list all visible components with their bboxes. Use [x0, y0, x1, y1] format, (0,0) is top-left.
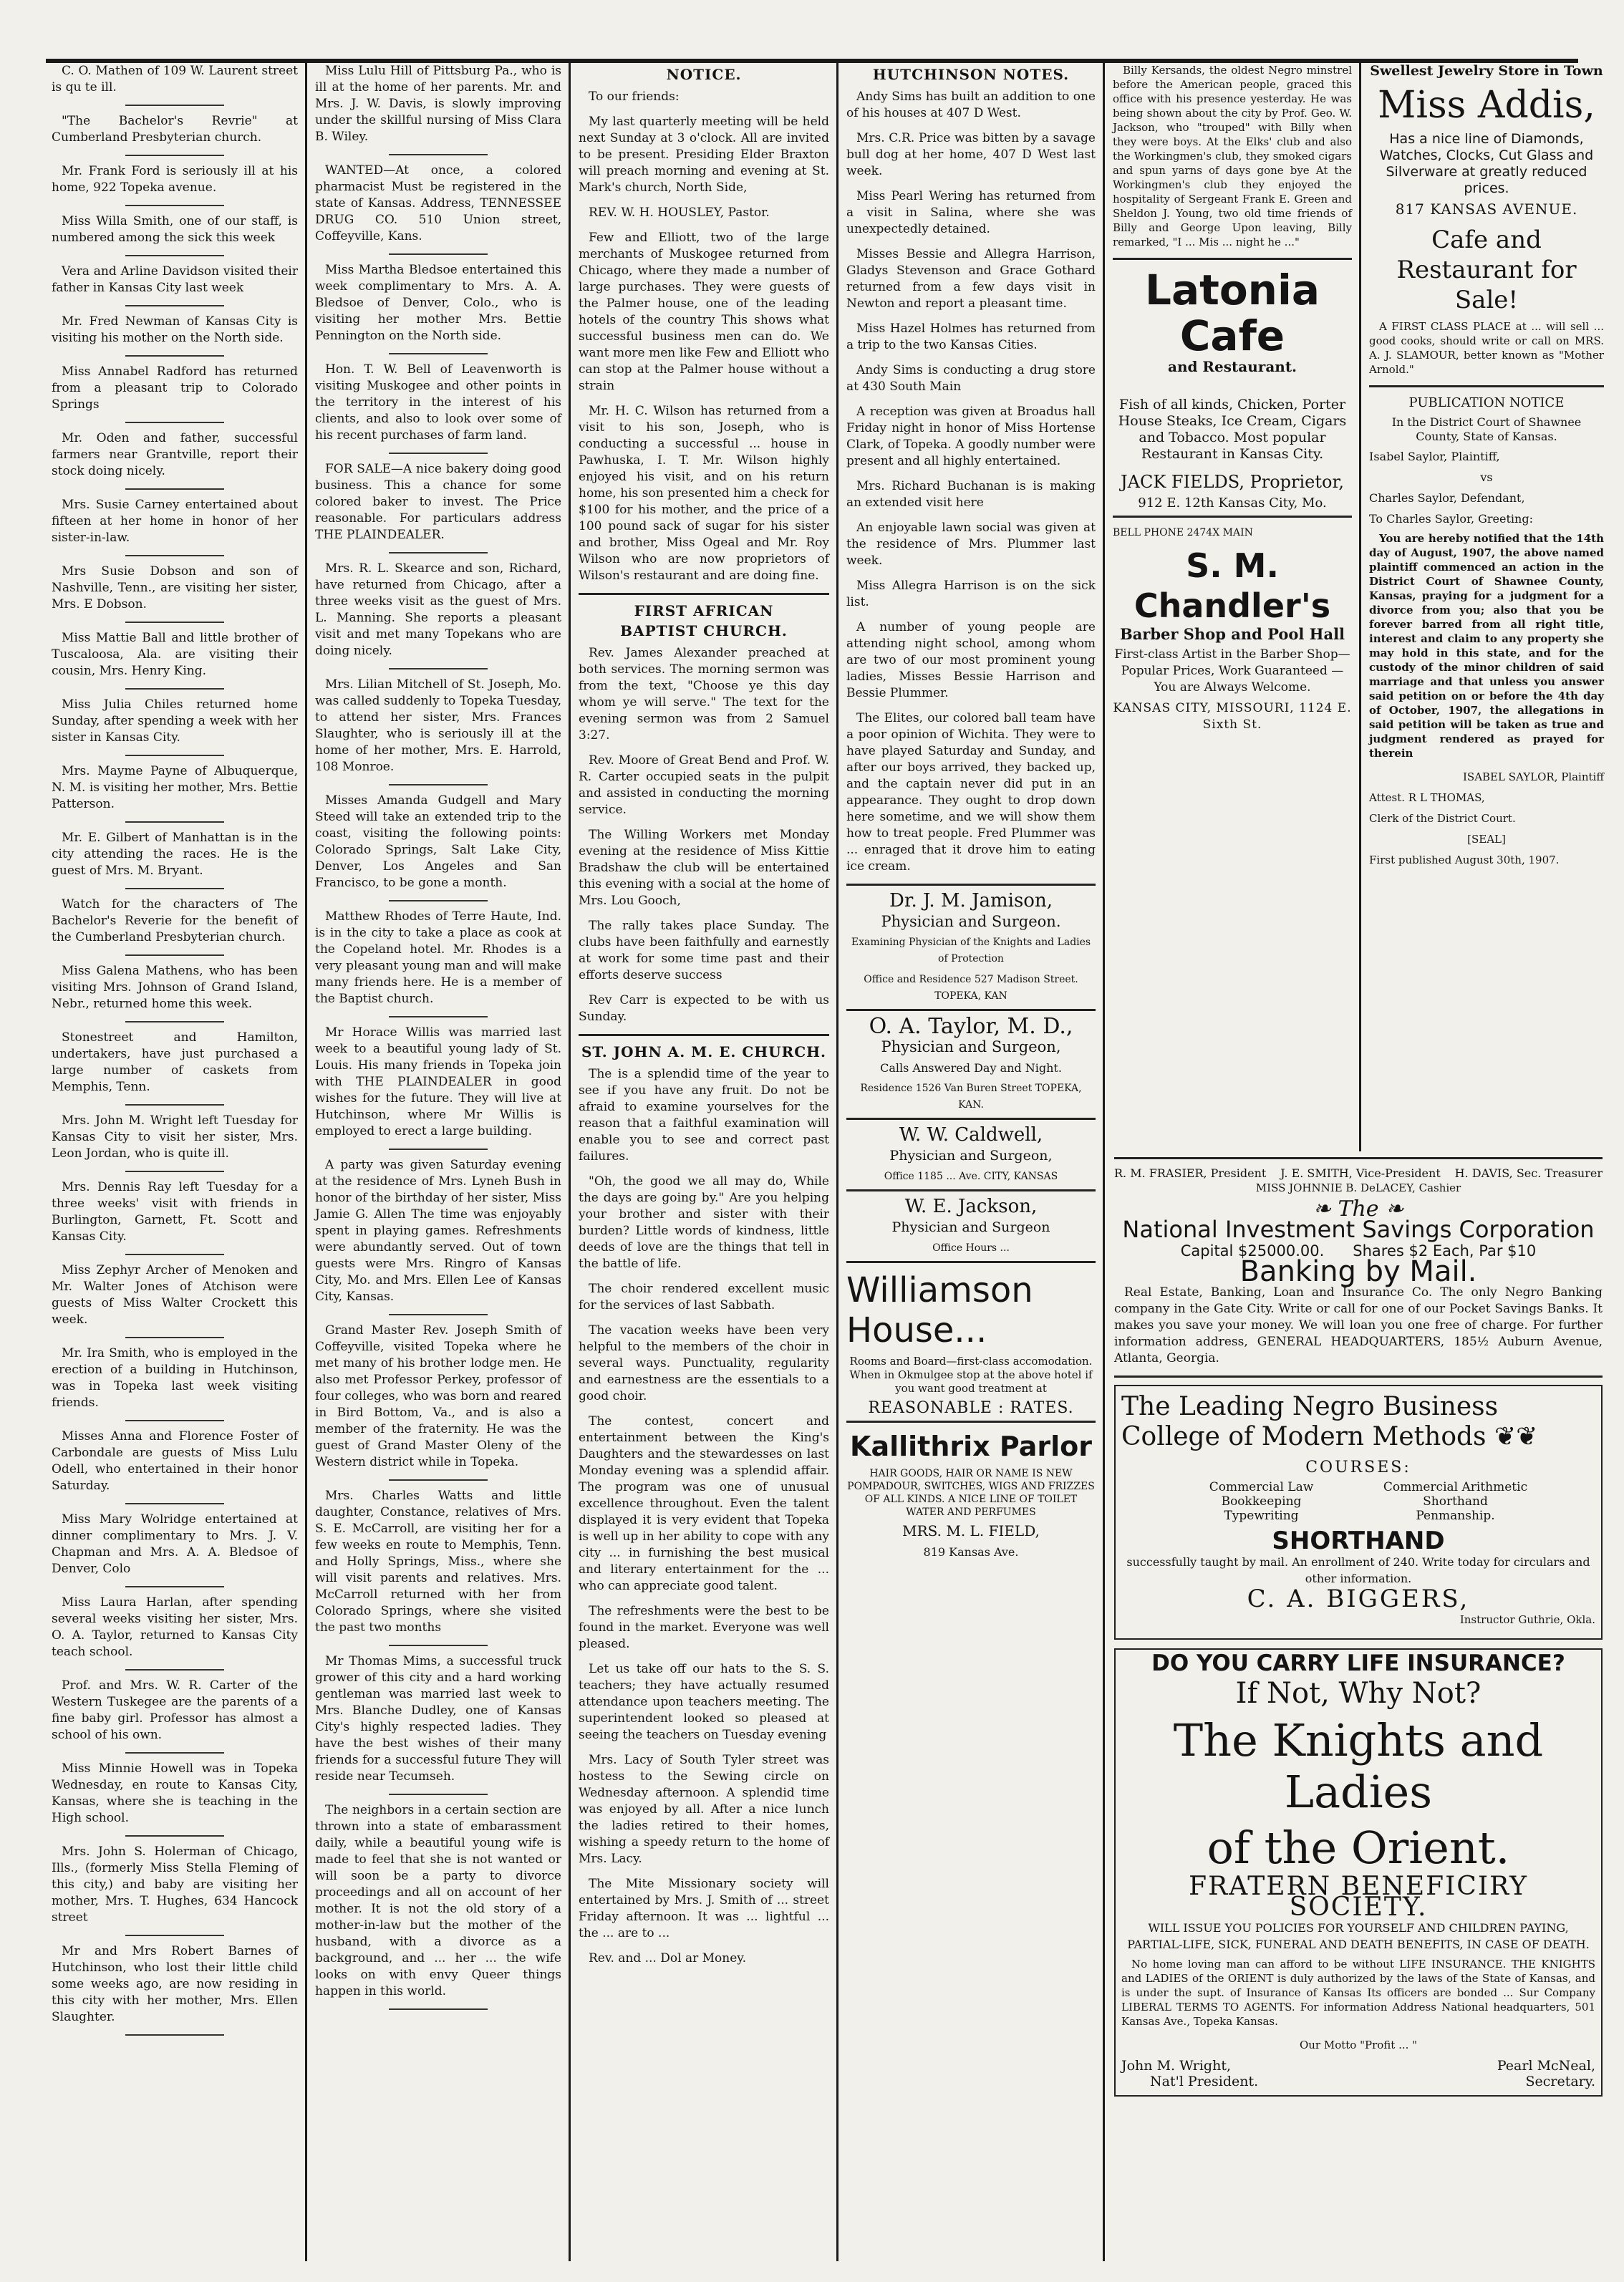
news-item: Mr. Ira Smith, who is employed in the erection of a building in Hutchinson, was in Topeka last week visiting friends.: [52, 1346, 298, 1410]
item-divider: [125, 821, 224, 823]
ad-jamison-note: Examining Physician of the Knights and Ladies of Protection: [851, 937, 1091, 964]
news-item: "The Bachelor's Revrie" at Cumberland Presbyterian church.: [52, 114, 298, 145]
ad-addis-name: Miss Addis,: [1378, 84, 1595, 127]
baptist-heading-2: BAPTIST CHURCH.: [620, 622, 788, 639]
pub-notice-defendant: Charles Saylor, Defendant,: [1369, 491, 1525, 505]
college-biggers: C. A. BIGGERS,: [1247, 1585, 1470, 1613]
baptist-paragraph: The rally takes place Sunday. The clubs have been faithfully and earnestly at work for some time past and their efforts deserve success: [579, 919, 829, 982]
item-divider: [125, 1171, 224, 1172]
item-divider: [389, 353, 488, 354]
column-rule: [569, 63, 571, 2261]
hutchinson-paragraph: A number of young people are attending night school, among whom are two of our most prominent young ladies, Misses Bessie Harrison and Bessie Plummer.: [846, 620, 1096, 700]
banking-by-mail: Banking by Mail.: [1239, 1255, 1477, 1288]
pub-notice-greeting: To Charles Saylor, Greeting:: [1369, 512, 1533, 526]
item-divider: [389, 453, 488, 454]
column-rule: [305, 63, 307, 2261]
notice-paragraph: My last quarterly meeting will be held next Sunday at 3 o'clock. All are invited to be present. Presiding Elder Braxton will preach morning and evening at St. Mark's church, North Side,: [579, 115, 829, 195]
news-item: Mrs. Susie Carney entertained about fifteen at her home in honor of her sister-in-law.: [52, 498, 298, 545]
news-item: Prof. and Mrs. W. R. Carter of the Western Tuskegee are the parents of a fine baby girl. Professor has almost a school of his own.: [52, 1678, 298, 1742]
item-divider: [389, 253, 488, 255]
news-item: Miss Willa Smith, one of our staff, is numbered among the sick this week: [52, 214, 298, 245]
item-divider: [389, 154, 488, 155]
stjohn-body: [579, 1066, 829, 1967]
news-item: C. O. Mathen of 109 W. Laurent street is qu te ill.: [52, 64, 298, 95]
stjohn-paragraph: Let us take off our hats to the S. S. teachers; they have actually resumed attendance upon teachers meeting. The superintendent looked so pleased at seeing the teachers on Tuesday evening: [579, 1662, 829, 1742]
item-divider: [125, 1669, 224, 1671]
news-item: Mr. Frank Ford is seriously ill at his home, 922 Topeka avenue.: [52, 164, 298, 195]
news-item: WANTED—At once, a colored pharmacist Must be registered in the state of Kansas. Address, TENNESSEE DRUG CO. 510 Union street, Coffeyville, Kans.: [315, 163, 561, 243]
news-item: Miss Mattie Ball and little brother of Tuscaloosa, Ala. are visiting their cousin, Mrs. Henry King.: [52, 631, 298, 678]
hutchinson-paragraph: Miss Hazel Holmes has returned from a trip to the two Kansas Cities.: [846, 321, 1096, 352]
pub-notice-plaintiff: Isabel Saylor, Plaintiff,: [1369, 450, 1500, 463]
insurance-question-2: If Not, Why Not?: [1235, 1677, 1482, 1710]
bank-cashier: MISS JOHNNIE B. DeLACEY, Cashier: [1255, 1181, 1461, 1194]
ad-cafe-body: A FIRST CLASS PLACE at ... will sell ... good cooks, should write or call on MRS. A. J. SLAMOUR, better known as "Mother Arnold.": [1369, 320, 1604, 376]
item-divider: [389, 1794, 488, 1795]
item-divider: [389, 1645, 488, 1646]
news-item: Mrs. John S. Holerman of Chicago, Ills., (formerly Miss Stella Fleming of this city,) and baby are visiting her mother, Mrs. T. Hughes, 634 Hancock street: [52, 1845, 298, 1925]
pub-notice-sign-1: ISABEL SAYLOR, Plaintiff: [1463, 770, 1604, 783]
hutchinson-paragraph: Misses Bessie and Allegra Harrison, Gladys Stevenson and Grace Gothard returned from a few days visit in Newton and report a pleasant time.: [846, 247, 1096, 311]
stjohn-heading: ST. JOHN A. M. E. CHURCH.: [581, 1043, 827, 1060]
news-item: Vera and Arline Davidson visited their father in Kansas City last week: [52, 264, 298, 295]
notice-paragraph: To our friends:: [589, 90, 680, 104]
college-shorthand-body: successfully taught by mail. An enrollment of 240. Write today for circulars and other information.: [1126, 1555, 1590, 1585]
bank-officers: [1114, 1166, 1603, 1180]
news-item: Mrs. Lilian Mitchell of St. Joseph, Mo. was called suddenly to Topeka Tuesday, to attend her sister, Mrs. Frances Slaughter, who is seriously ill at the home of her mother, Mrs. E. Harrold, 108 Monroe.: [315, 677, 561, 774]
course-item: Commercial Arithmetic: [1383, 1480, 1528, 1494]
ad-chandler-phone: BELL PHONE 2474X MAIN: [1113, 527, 1253, 538]
item-divider: [389, 552, 488, 553]
hutchinson-heading: HUTCHINSON NOTES.: [872, 66, 1070, 83]
column-church-news: [573, 63, 835, 2261]
news-item: Mrs Susie Dobson and son of Nashville, Tenn., are visiting her sister, Mrs. E Dobson.: [52, 564, 298, 611]
stjohn-paragraph: The choir rendered excellent music for the services of last Sabbath.: [579, 1282, 829, 1312]
college-courses-heading: COURSES:: [1305, 1459, 1411, 1476]
item-divider: [125, 1503, 224, 1504]
stjohn-paragraph: The vacation weeks have been very helpful to the members of the choir in several ways. Punctuality, regularity and earnestness are the essentials to a good choir.: [579, 1323, 829, 1403]
ad-kallithrix-body: HAIR GOODS, HAIR OR NAME IS NEW POMPADOUR, SWITCHES, WIGS AND FRIZZES OF ALL KINDS. A NICE LINE OF TOILET WATER AND PERFUMES: [847, 1468, 1095, 1518]
notice-body: [579, 89, 829, 584]
bank-the: ❧ The ❧: [1313, 1196, 1404, 1222]
ad-jamison-address: Office and Residence 527 Madison Street. TOPEKA, KAN: [864, 974, 1078, 1002]
knights-fraternal: FRATERN BENEFICIRY: [1189, 1872, 1528, 1901]
pub-notice-first-published: First published August 30th, 1907.: [1369, 854, 1560, 866]
news-item: Miss Zephyr Archer of Menoken and Mr. Walter Jones of Atchison were guests of Miss Walter Crockett this week.: [52, 1263, 298, 1327]
insurance-question: DO YOU CARRY LIFE INSURANCE?: [1151, 1650, 1565, 1676]
ad-caldwell-title: Physician and Surgeon,: [889, 1148, 1053, 1164]
item-divider: [125, 755, 224, 756]
college-line-2: College of Modern Methods ❦❦: [1121, 1422, 1538, 1451]
ad-latonia-sub: and Restaurant.: [1167, 358, 1297, 375]
knights-society: SOCIETY.: [1289, 1892, 1428, 1922]
hutchinson-paragraph: Andy Sims has built an addition to one of his houses at 407 D West.: [846, 90, 1096, 120]
item-divider: [125, 1420, 224, 1421]
news-item: Mrs. R. L. Skearce and son, Richard, have returned from Chicago, after a three weeks visit as the guest of Mrs. L. Manning. She reports a pleasant visit and met many Topekans who are doing nicely.: [315, 561, 561, 658]
knights-title-2: of the Orient.: [1207, 1822, 1510, 1874]
ad-jackson: [846, 1196, 1096, 1257]
pub-notice-vs: vs: [1480, 470, 1493, 484]
ad-jamison-title: Physician and Surgeon.: [881, 913, 1061, 930]
kersands-article: Billy Kersands, the oldest Negro minstrel before the American people, graced this office with his presence yesterday. He was being shown about the city by Prof. Geo. W. Jackson, who "trouped" with Billy when they were boys. At the Elks' club and also the Workingmen's club, they smoked cigars and spun yarns of days gone bye At the Workingmen's club they enjoyed the hospitality of Sergeant Frank E. Green and Sheldon J. Young, two old time friends of Billy and George Upon leaving, Billy remarked, "I ... Mis ... night he ...": [1113, 64, 1352, 248]
news-item: Miss Martha Bledsoe entertained this week complimentary to Mrs. A. A. Bledsoe of Denver, Colo., who is visiting her mother Mrs. Bettie Pennington on the North side.: [315, 263, 561, 343]
news-item: Mrs. Dennis Ray left Tuesday for a three weeks' visit with friends in Burlington, Garnett, Ft. Scott and Kansas City.: [52, 1180, 298, 1244]
item-divider: [389, 1016, 488, 1017]
ad-jamison: [846, 890, 1096, 1005]
ad-cafe-for-sale: Cafe and Restaurant for Sale!: [1396, 226, 1577, 314]
college-shorthand: SHORTHAND: [1272, 1527, 1445, 1555]
bank-officer: H. DAVIS, Sec. Treasurer: [1454, 1166, 1603, 1180]
column-rule: [1103, 63, 1105, 2261]
news-item: Mrs. Charles Watts and little daughter, Constance, relatives of Mrs. S. E. McCarroll, are visiting her for a few weeks en route to Memphis, Tenn. and Holly Springs, Miss., where she will visit parents and relatives. Mrs. McCarroll returned with her from Colorado Springs, where she visited the past two months: [315, 1489, 561, 1635]
college-line-1: The Leading Negro Business: [1121, 1392, 1499, 1421]
baptist-body: [579, 645, 829, 1025]
item-divider: [125, 888, 224, 889]
bank-officer: J. E. SMITH, Vice-President: [1280, 1166, 1441, 1180]
news-item: Miss Mary Wolridge entertained at dinner complimentary to Mrs. J. V. Chapman and Mrs. A. A. Bledsoe of Denver, Colo: [52, 1512, 298, 1576]
item-divider: [125, 555, 224, 556]
course-item: Bookkeeping: [1221, 1494, 1302, 1509]
hutchinson-paragraph: The Elites, our colored ball team have a poor opinion of Wichita. They were to have played Saturday and Sunday, and after our boys arrived, they backed up, and the captain never did put in an appearance. They ought to drop down here sometime, and we will show them how to treat people. Fred Plummer was ... enraged that it drove him to eating ice cream.: [846, 711, 1096, 874]
ad-latonia-body: Fish of all kinds, Chicken, Porter House Steaks, Ice Cream, Cigars and Tobacco. Most popular Restaurant in Kansas City.: [1118, 397, 1347, 462]
news-item: FOR SALE—A nice bakery doing good business. This a chance for some colored baker to invest. The Price reasonable. For particulars address THE PLAINDEALER.: [315, 462, 561, 542]
ad-addis-body: Has a nice line of Diamonds, Watches, Clocks, Cut Glass and Silverware at greatly reduced prices.: [1379, 131, 1594, 196]
ad-taylor: [846, 1014, 1096, 1113]
news-item: Mr. Fred Newman of Kansas City is visiting his mother on the North side.: [52, 314, 298, 345]
decor-icon: ❧: [1313, 1196, 1338, 1222]
ad-knights-ladies: [1114, 1648, 1603, 2097]
ad-chandler-name: S. M. Chandler's: [1134, 546, 1331, 625]
item-divider: [125, 954, 224, 956]
pub-notice-court: In the District Court of Shawnee County, State of Kansas.: [1391, 415, 1582, 443]
stjohn-paragraph: The Mite Missionary society will entertained by Mrs. J. Smith of ... street Friday afternoon. It was ... lightful ... the ... are to ...: [579, 1877, 829, 1940]
pub-notice-heading: PUBLICATION NOTICE: [1408, 395, 1565, 410]
news-item: Mr Thomas Mims, a successful truck grower of this city and a hard working gentleman was married last week to Mrs. Blanche Dudley, one of Kansas City's highly respected ladies. They have the best wishes of their many friends for a successful future They will reside near Tecumseh.: [315, 1654, 561, 1784]
notice-paragraph: REV. W. H. HOUSLEY, Pastor.: [589, 206, 770, 220]
knights-title-1: The Knights and Ladies: [1173, 1714, 1544, 1818]
news-item: Miss Laura Harlan, after spending several weeks visiting her sister, Mrs. O. A. Taylor, returned to Kansas City teach school.: [52, 1595, 298, 1659]
bank-shares: Shares $2 Each, Par $10: [1353, 1242, 1537, 1260]
notice-paragraph: Few and Elliott, two of the large merchants of Muskogee returned from Chicago, where they made a number of large purchases. They were guests of the Palmer house, one of the leading hotels of the country This shows what successful business men can do. We want more men like Few and Elliott who can stop at the Palmer house without a strain: [579, 231, 829, 393]
item-divider: [125, 255, 224, 256]
ad-williamson-body: Rooms and Board—first-class accomodation. When in Okmulgee stop at the above hotel if you want good treatment at: [849, 1355, 1093, 1395]
item-divider: [125, 1935, 224, 1936]
decor-icon: ❧: [1378, 1196, 1404, 1222]
decor-icon: ❦❦: [1486, 1422, 1538, 1451]
ad-chandler-address: KANSAS CITY, MISSOURI, 1124 E. Sixth St.: [1113, 701, 1352, 732]
knights-motto: Our Motto "Profit ... ": [1299, 2039, 1418, 2051]
ad-kallithrix-address: 819 Kansas Ave.: [923, 1545, 1019, 1559]
knights-body: No home loving man can afford to be without LIFE INSURANCE. THE KNIGHTS and LADIES of the ORIENT is duly authorized by the laws of the State of Kansas, and is under the supt. of Insurance of Kansas Its officers are bonded ... Sur Company LIBERAL TERMS TO AGENTS. For information Address National headquarters, 501 Kansas Ave., Topeka Kansas.: [1121, 1958, 1595, 2028]
ad-jackson-address: Office Hours ...: [932, 1242, 1010, 1254]
hutchinson-paragraph: A reception was given at Broadus hall Friday night in honor of Miss Hortense Clark, of Topeka. A goodly number were present and all highly entertained.: [846, 405, 1096, 468]
newspaper-page: [46, 63, 1610, 2271]
item-divider: [125, 1586, 224, 1587]
hutchinson-body: [846, 89, 1096, 875]
news-item: Mr and Mrs Robert Barnes of Hutchinson, who lost their little child some weeks ago, are now residing in this city with her mother, Mrs. Ellen Slaughter.: [52, 1944, 298, 2024]
item-divider: [125, 422, 224, 423]
ad-business-college: [1114, 1385, 1603, 1640]
stjohn-paragraph: The refreshments were the best to be found in the market. Everyone was well pleased.: [579, 1604, 829, 1651]
college-biggers-title: Instructor Guthrie, Okla.: [1459, 1613, 1595, 1626]
ad-williamson-rates: REASONABLE : RATES.: [868, 1399, 1074, 1417]
news-item: A party was given Saturday evening at the residence of Mrs. Lyneh Bush in honor of the birthday of her sister, Miss Jamie G. Allen The time was enjoyably spent in playing games. Refreshments were abundantly served. Out of town guests were Mrs. Ringro of Kansas City, Mo. and Mrs. Ellen Lee of Kansas City, Kansas.: [315, 1158, 561, 1304]
item-divider: [125, 105, 224, 106]
item-divider: [125, 155, 224, 156]
course-item: Shorthand: [1423, 1494, 1488, 1509]
pub-notice-body: You are hereby notified that the 14th day of August, 1907, the above named plaintiff commenced an action in the District Court of Shawnee County, Kansas, praying for a judgment for a divorce from you; also that you be forever barred from all right title, interest and claim to any property she may hold in this state, and for the custody of the minor children of said marriage and that unless you answer said petition on or before the 4th day of October, 1907, the allegations in said petition will be taken as true and judgment rendered as prayed for therein: [1369, 532, 1604, 760]
news-item: Miss Annabel Radford has returned from a pleasant trip to Colorado Springs: [52, 364, 298, 412]
news-item: Matthew Rhodes of Terre Haute, Ind. is in the city to take a place as cook at the Copeland hotel. Mr. Rhodes is a very pleasant young man and will make many friends here. He is a member of the Baptist church.: [315, 909, 561, 1006]
stjohn-paragraph: Rev. and ... Dol ar Money.: [589, 1951, 747, 1966]
pub-notice-sign-3: Clerk of the District Court.: [1369, 812, 1516, 825]
bank-body: Real Estate, Banking, Loan and Insurance Co. The only Negro Banking company in the Gate City. Write or call for one of our Pocket Savings Banks. It makes you save your money. We will loan you one free of charge. For further information address, GENERAL HEADQUARTERS, 185½ Auburn Avenue, Atlanta, Georgia.: [1114, 1285, 1603, 1365]
item-divider: [125, 2034, 224, 2036]
notice-paragraph: Mr. H. C. Wilson has returned from a visit to his son, Joseph, who is conducting a successful ... house in Pawhuska, I. T. Mr. Wilson highly enjoyed his visit, and on his return home, his son presented him a check for $100 for his mother, and the price of a 100 pound sack of sugar for his sister and brother, Miss Ogeal and Mr. Roy Wilson who are now proprietors of Wilson's restaurant and are doing fine.: [579, 404, 829, 583]
news-item: Mr. Oden and father, successful farmers near Grantville, report their stock doing nicely.: [52, 431, 298, 478]
ad-kallithrix-owner: MRS. M. L. FIELD,: [902, 1522, 1040, 1539]
hutchinson-paragraph: Mrs. C.R. Price was bitten by a savage bull dog at her home, 407 D West last week.: [846, 131, 1096, 178]
bank-capital: Capital $25000.00.: [1180, 1242, 1325, 1260]
course-item: Typewriting: [1224, 1509, 1299, 1523]
wide-ads-block: [1107, 1157, 1610, 2261]
column-ads-6: [1363, 63, 1610, 1151]
column-ads-5: [1107, 63, 1358, 1151]
ad-kallithrix-name: Kallithrix Parlor: [850, 1431, 1092, 1462]
news-item: Miss Lulu Hill of Pittsburg Pa., who is ill at the home of her parents. Mr. and Mrs. J. W. Davis, is slowly improving under the skillful nursing of Miss Clara B. Wiley.: [315, 64, 561, 144]
ad-taylor-note: Calls Answered Day and Night.: [880, 1061, 1062, 1075]
ad-taylor-title: Physician and Surgeon,: [881, 1038, 1061, 1055]
bank-officer: R. M. FRASIER, President: [1114, 1166, 1267, 1180]
ad-williamson-name: Williamson House...: [846, 1270, 1033, 1350]
item-divider: [389, 2008, 488, 2010]
item-divider: [125, 488, 224, 490]
item-divider: [125, 688, 224, 690]
item-divider: [389, 1479, 488, 1481]
stjohn-paragraph: "Oh, the good we all may do, While the days are going by." Are you helping your brother and sister with their burden? Little words of kindness, little deeds of love are the things that tell in the battle of life.: [579, 1174, 829, 1271]
item-divider: [389, 784, 488, 785]
news-item: Stonestreet and Hamilton, undertakers, have just purchased a large number of caskets from Memphis, Tenn.: [52, 1030, 298, 1094]
college-courses: [1121, 1480, 1595, 1523]
item-divider: [125, 1752, 224, 1754]
item-divider: [125, 1835, 224, 1837]
ad-chandler-body: First-class Artist in the Barber Shop—Popular Prices, Work Guaranteed — You are Always Welcome.: [1114, 647, 1350, 695]
column-rule: [836, 63, 838, 2261]
ad-latonia-address: 912 E. 12th Kansas City, Mo.: [1138, 495, 1327, 511]
item-divider: [125, 622, 224, 623]
baptist-heading-1: FIRST AFRICAN: [634, 602, 774, 619]
column-local-news-1: [46, 63, 304, 2261]
baptist-paragraph: Rev. Moore of Great Bend and Prof. W. R. Carter occupied seats in the pulpit and assisted in conducting the morning service.: [579, 753, 829, 817]
item-divider: [389, 900, 488, 901]
stjohn-paragraph: Mrs. Lacy of South Tyler street was hostess to the Sewing circle on Wednesday afternoon. A splendid time was enjoyed by all. After a nice lunch the ladies retired to their homes, wishing a speedy return to the home of Mrs. Lacy.: [579, 1753, 829, 1866]
news-item: Watch for the characters of The Bachelor's Reverie for the benefit of the Cumberland Presbyterian church.: [52, 897, 298, 944]
hutchinson-paragraph: Mrs. Richard Buchanan is is making an extended visit here: [846, 479, 1096, 510]
column-rule: [1359, 63, 1361, 1151]
baptist-paragraph: Rev Carr is expected to be with us Sunday.: [579, 993, 829, 1024]
item-divider: [389, 1149, 488, 1150]
pub-notice-seal: [SEAL]: [1467, 833, 1506, 846]
ad-taylor-name: O. A. Taylor, M. D.,: [869, 1014, 1073, 1039]
stjohn-paragraph: The contest, concert and entertainment between the King's Daughters and the stewardesses on last Monday evening was a splendid affair. The program was one of unusual excellence throughout. Even the talent displayed it is very evident that Topeka is well up in her ability to cope with any city ... in furnishing the best musical and literary entertainment for the ... who can appreciate good talent.: [579, 1414, 829, 1593]
ad-chandler-sub: Barber Shop and Pool Hall: [1119, 625, 1345, 643]
ad-taylor-address: Residence 1526 Van Buren Street TOPEKA, KAN.: [860, 1083, 1082, 1111]
stjohn-paragraph: The is a splendid time of the year to see if you have any fruit. Do not be afraid to examine yourselves for the reason that a faithful examination will enable you to see and correct past failures.: [579, 1067, 829, 1164]
ad-addis-top: Swellest Jewelry Store in Town: [1370, 63, 1603, 79]
item-divider: [125, 205, 224, 206]
knights-signatures: [1121, 2058, 1595, 2089]
item-divider: [125, 1104, 224, 1106]
news-item: Misses Anna and Florence Foster of Carbondale are guests of Miss Lulu Odell, who entertained in their honor Saturday.: [52, 1429, 298, 1493]
news-item: Mrs. John M. Wright left Tuesday for Kansas City to visit her sister, Mrs. Leon Jordan, who is quite ill.: [52, 1113, 298, 1161]
signature-president: John M. Wright, Nat'l President.: [1121, 2058, 1259, 2089]
news-item: Misses Amanda Gudgell and Mary Steed will take an extended trip to the coast, visiting the following points: Colorado Springs, Salt Lake City, Denver, Los Angeles and San Francisco, to be gone a month.: [315, 793, 561, 890]
course-item: Penmanship.: [1416, 1509, 1495, 1523]
news-item: Miss Minnie Howell was in Topeka Wednesday, en route to Kansas City, Kansas, where she is teaching in the High school.: [52, 1761, 298, 1825]
item-divider: [389, 1314, 488, 1315]
hutchinson-paragraph: Miss Pearl Wering has returned from a visit in Salina, where she was unexpectedly detained.: [846, 189, 1096, 236]
ad-latonia-proprietor: JACK FIELDS, Proprietor,: [1121, 472, 1344, 492]
signature-secretary: Pearl McNeal, Secretary.: [1497, 2058, 1595, 2089]
baptist-paragraph: The Willing Workers met Monday evening at the residence of Miss Kittie Bradshaw the club will be entertained this evening with a social at the home of Mrs. Lou Gooch,: [579, 828, 829, 908]
ad-caldwell-name: W. W. Caldwell,: [899, 1124, 1043, 1146]
item-divider: [125, 355, 224, 357]
news-item: Mr. E. Gilbert of Manhattan is in the city attending the races. He is the guest of Mrs. M. Bryant.: [52, 831, 298, 878]
ad-addis-address: 817 KANSAS AVENUE.: [1395, 200, 1578, 218]
ad-jackson-title: Physician and Surgeon: [891, 1219, 1050, 1235]
baptist-paragraph: Rev. James Alexander preached at both services. The morning sermon was from the text, "Choose ye this day whom ye will serve." The text for the evening sermon was from 2 Samuel 3:27.: [579, 646, 829, 743]
knights-caps: WILL ISSUE YOU POLICIES FOR YOURSELF AND CHILDREN PAYING, PARTIAL-LIFE, SICK, FUNERAL AND DEATH BENEFITS, IN CASE OF DEATH.: [1127, 1921, 1590, 1951]
notice-heading: NOTICE.: [666, 66, 742, 83]
ad-caldwell-address: Office 1185 ... Ave. CITY, KANSAS: [884, 1171, 1058, 1182]
news-item: Mrs. Mayme Payne of Albuquerque, N. M. is visiting her mother, Mrs. Bettie Patterson.: [52, 764, 298, 811]
item-divider: [125, 1021, 224, 1022]
course-item: Commercial Law: [1209, 1480, 1314, 1494]
news-item: Grand Master Rev. Joseph Smith of Coffeyville, visited Topeka where he met many of his brother lodge men. He also met Professor Perkey, professor of four colleges, who was born and reared in Bird Bottom, Va., and is also a member of the fraternity. He was the guest of Grand Master Oleny of the Western district while in Topeka.: [315, 1323, 561, 1469]
news-item: The neighbors in a certain section are thrown into a state of embarassment daily, while a beautiful young wife is made to feel that she is not wanted or will soon be a party to divorce proceedings and all on account of her mother. It is not the old story of a mother-in-law but the mother of the husband, with a divorce as a background, and ... her ... the wife looks on with envy Queer things happen in this world.: [315, 1803, 561, 1998]
bank-name: National Investment Savings Corporation: [1122, 1216, 1595, 1243]
ad-jamison-name: Dr. J. M. Jamison,: [889, 890, 1053, 912]
news-item: Mr Horace Willis was married last week to a beautiful young lady of St. Louis. His many friends in Topeka join with THE PLAINDEALER in good wishes for the future. They will live at Hutchinson, where Mr Willis is employed to erect a large building.: [315, 1025, 561, 1138]
news-item: Miss Julia Chiles returned home Sunday, after spending a week with her sister in Kansas City.: [52, 697, 298, 745]
ad-williamson: [846, 1270, 1096, 1416]
hutchinson-paragraph: Andy Sims is conducting a drug store at 430 South Main: [846, 363, 1096, 394]
item-divider: [389, 668, 488, 669]
item-divider: [125, 305, 224, 306]
news-item: Miss Galena Mathens, who has been visiting Mrs. Johnson of Grand Island, Nebr., returned home this week.: [52, 964, 298, 1011]
pub-notice-sign-2: Attest. R L THOMAS,: [1369, 791, 1485, 804]
ad-caldwell: [846, 1124, 1096, 1185]
column-local-news-2: [309, 63, 567, 2261]
column-hutchinson: [841, 63, 1101, 2261]
hutchinson-paragraph: Miss Allegra Harrison is on the sick list.: [846, 579, 1096, 609]
news-item: Hon. T. W. Bell of Leavenworth is visiting Muskogee and other points in the territory in the interest of his clients, and also to look over some of his recent purchases of farm land.: [315, 362, 561, 443]
hutchinson-paragraph: An enjoyable lawn social was given at the residence of Mrs. Plummer last week.: [846, 521, 1096, 568]
item-divider: [125, 1337, 224, 1338]
ad-latonia-name: Latonia Cafe: [1145, 266, 1320, 360]
ad-kallithrix: [846, 1430, 1096, 1560]
item-divider: [125, 1254, 224, 1255]
ad-jackson-name: W. E. Jackson,: [904, 1196, 1038, 1217]
